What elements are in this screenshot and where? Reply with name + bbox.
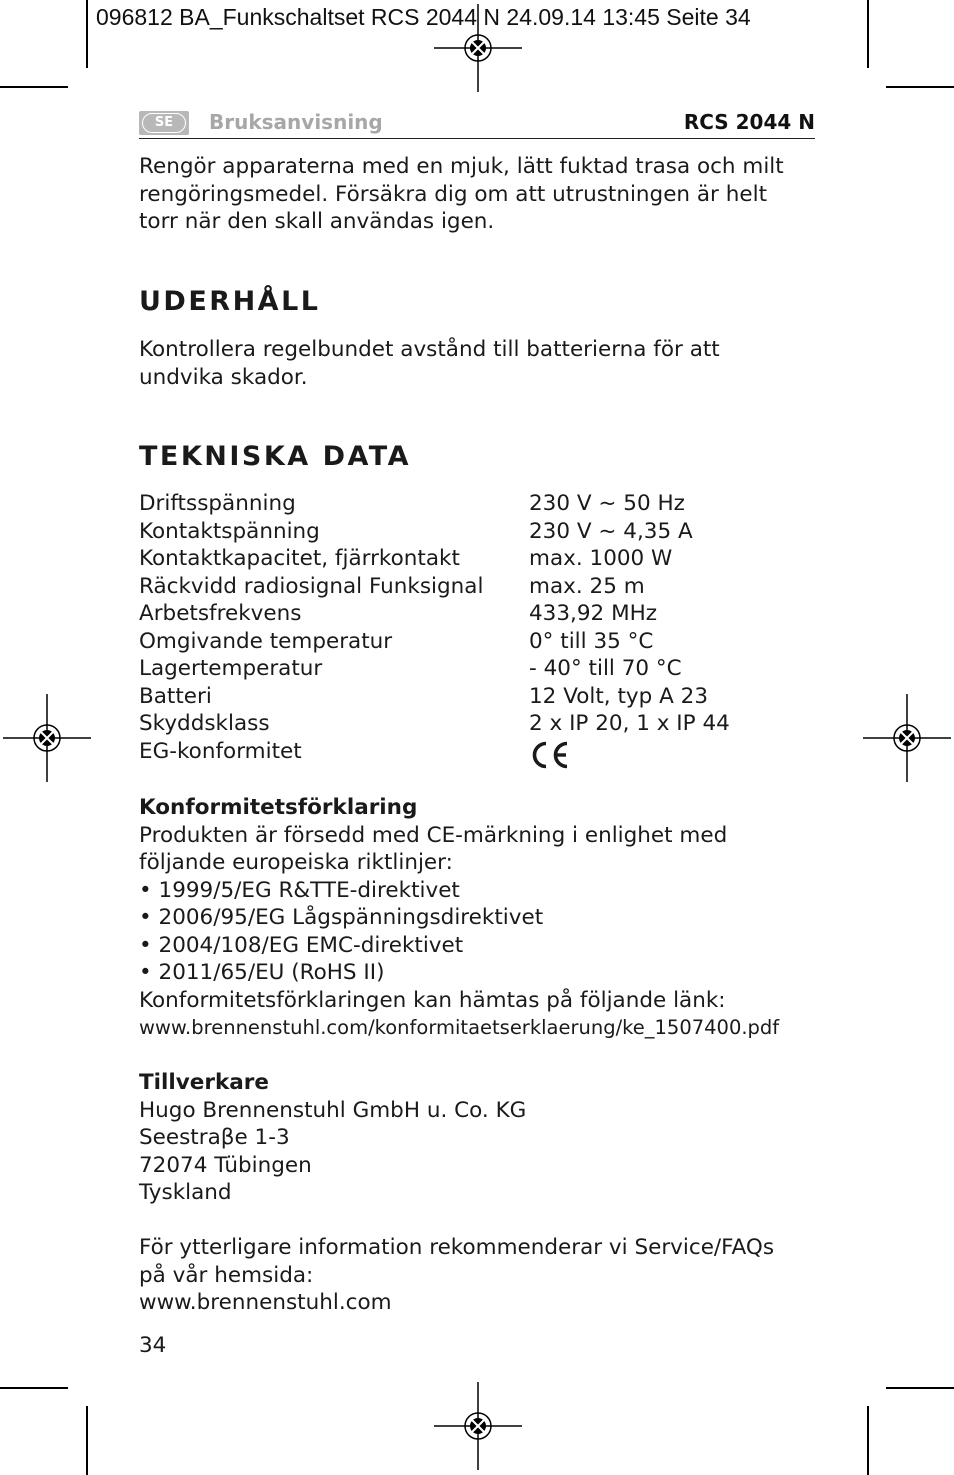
ce-mark-icon [529,740,571,770]
model-name: RCS 2044 N [683,110,815,134]
spec-label: Arbetsfrekvens [139,601,302,626]
text-line: Hugo Brennenstuhl GmbH u. Co. KG [139,1097,527,1123]
spec-value: 2 x IP 20, 1 x IP 44 [529,711,730,736]
spec-label: Kontaktkapacitet, fjärrkontakt [139,546,460,571]
registration-mark-bottom [434,1382,522,1470]
language-code: SE [142,113,186,133]
spec-label: EG-konformitet [139,738,302,764]
spec-label: Lagertemperatur [139,656,323,681]
spec-label: Omgivande temperatur [139,628,393,654]
page-number: 34 [139,1333,167,1358]
text-line: följande europeiska riktlinjer: [139,850,453,875]
text-line: 72074 Tübingen [139,1152,312,1178]
cleaning-paragraph [139,153,784,236]
print-slug: 096812 BA_Funkschaltset RCS 2044 N 24.09.14 13:45 Seite 34 [96,4,751,30]
crop-mark [886,1387,954,1389]
text-line: För ytterligare information rekommenderar vi Service/FAQs [139,1235,775,1260]
manufacturer-section [139,1069,526,1207]
crop-mark [86,0,88,68]
text-line: Produkten är försedd med CE-märkning i enlighet med [139,822,728,848]
maintenance-heading: UDERHÅLL [139,286,321,317]
spec-label: Räckvidd radiosignal Funksignal [139,573,484,599]
crop-mark [867,1406,869,1475]
crop-mark [867,0,869,68]
website-link[interactable]: www.brennenstuhl.com [139,1290,392,1315]
manual-title: Bruksanvisning [209,110,383,134]
conformity-heading: Konformitetsförklaring [139,795,418,820]
crop-mark [886,86,954,88]
directive-item: • 2006/95/EG Lågspänningsdirektivet [139,905,544,930]
spec-label: Batteri [139,683,212,709]
manufacturer-heading: Tillverkare [139,1070,269,1095]
page-header [139,109,815,139]
crop-mark [0,1387,68,1389]
text-line: Tyskland [139,1180,232,1205]
conformity-section [139,794,779,1042]
directive-item: • 2011/65/EU (RoHS II) [139,960,385,985]
spec-value: - 40° till 70 °C [529,656,682,681]
directive-item: • 1999/5/EG R&TTE-direktivet [139,877,460,903]
crop-mark [0,86,68,88]
directive-item: • 2004/108/EG EMC-direktivet [139,932,464,958]
spec-label: Driftsspänning [139,491,296,516]
maintenance-paragraph [139,336,720,391]
text-line: Seestraβe 1-3 [139,1125,290,1150]
registration-mark-left [3,694,91,782]
spec-label: Skyddsklass [139,711,270,736]
crop-mark [86,1406,88,1475]
text-line: Kontrollera regelbundet avstånd till batterierna för att [139,337,720,362]
text-line: Konformitetsförklaringen kan hämtas på följande länk: [139,987,726,1013]
text-line: rengöringsmedel. Försäkra dig om att utrustningen är helt [139,181,767,207]
text-line: torr när den skall användas igen. [139,209,495,234]
text-line: undvika skador. [139,364,308,390]
spec-value: 12 Volt, typ A 23 [529,683,708,709]
spec-value: 230 V ~ 50 Hz [529,491,685,516]
more-info-section [139,1234,774,1317]
spec-value: 230 V ~ 4,35 A [529,518,693,544]
spec-value: 0° till 35 °C [529,628,654,654]
spec-value: 433,92 MHz [529,601,658,626]
language-badge [139,111,189,135]
spec-label: Kontaktspänning [139,518,320,544]
spec-value: max. 1000 W [529,546,673,571]
registration-mark-right [863,694,951,782]
technical-data-heading: TEKNISKA DATA [139,441,412,472]
text-line: på vår hemsida: [139,1262,314,1288]
text-line: Rengör apparaterna med en mjuk, lätt fuktad trasa och milt [139,154,784,179]
conformity-link[interactable]: www.brennenstuhl.com/konformitaetserklaerung/ke_1507400.pdf [139,1016,780,1039]
spec-value: max. 25 m [529,573,645,599]
registration-mark-top [434,4,522,92]
